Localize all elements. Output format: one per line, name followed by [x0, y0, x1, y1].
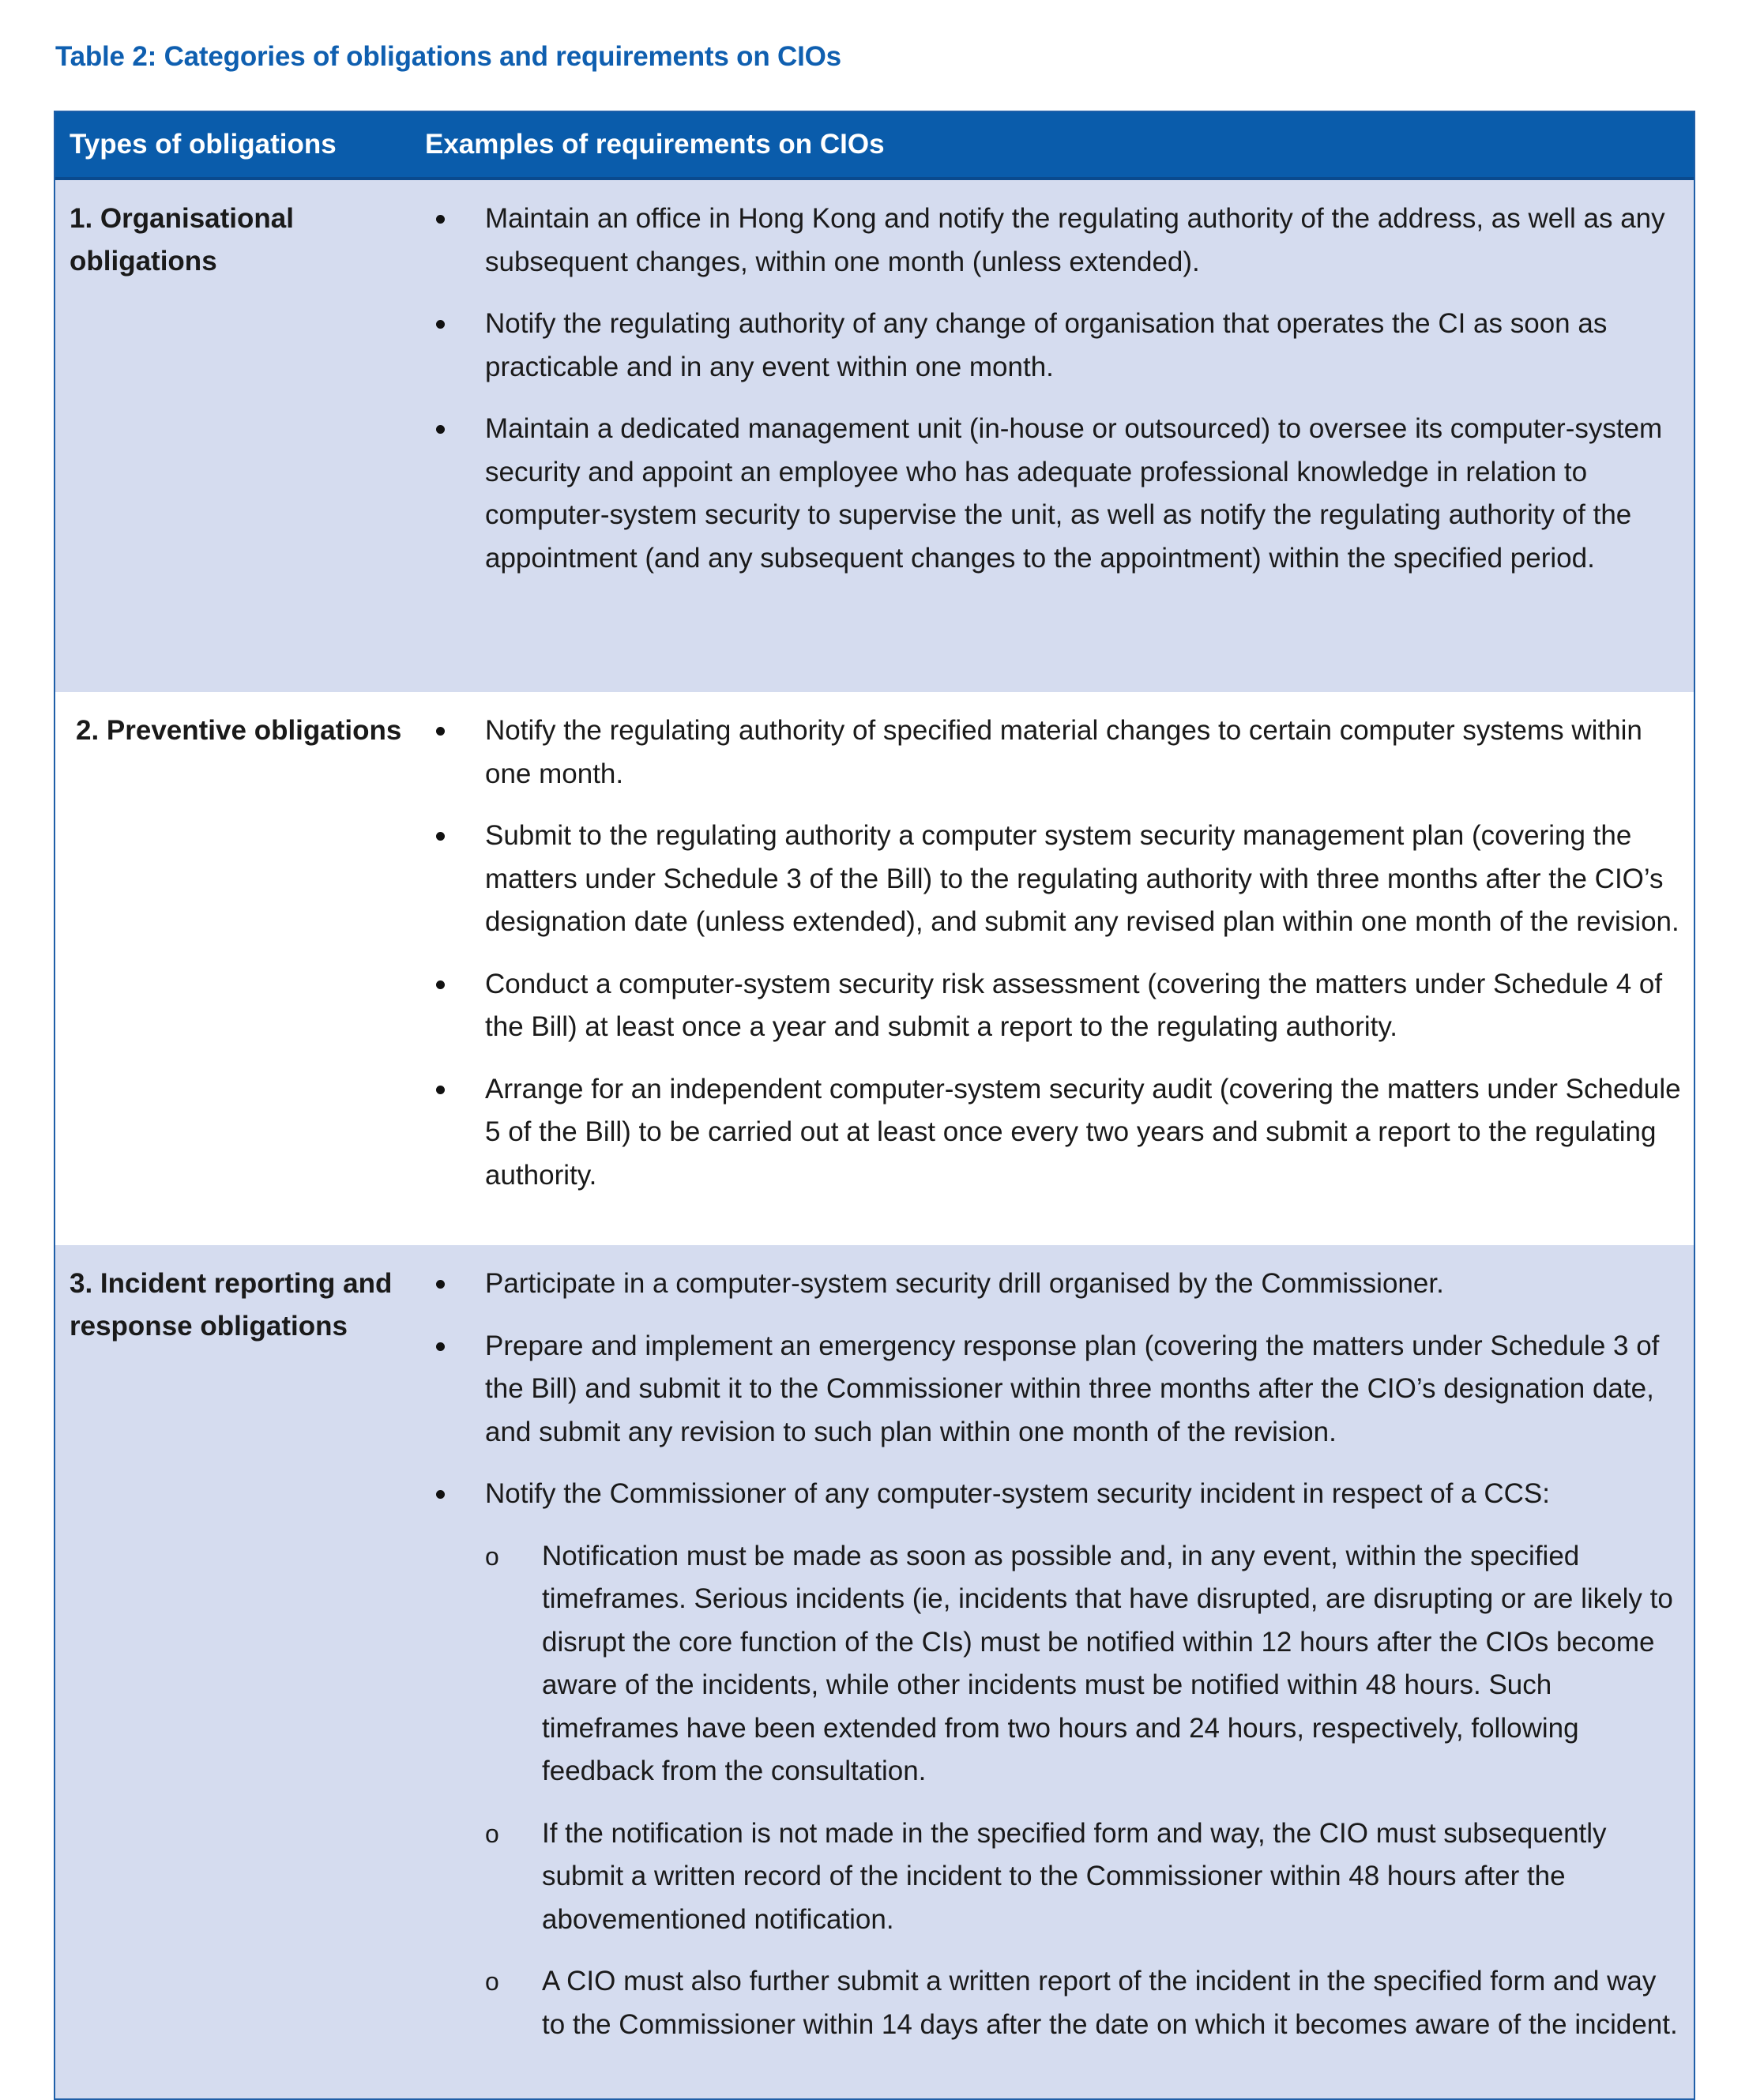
- bullet-icon: [425, 1325, 485, 1455]
- sub-list-item-text: A CIO must also further submit a written report of the incident in the specified form and way to the Commissioner within 14 days after the date on which it becomes aware of the incident.: [542, 1966, 1678, 2040]
- list-item-text: Notify the regulating authority of any change of organisation that operates the CI as soon as practicable and in any event within one month.: [485, 308, 1608, 382]
- list-item: [425, 198, 1681, 284]
- table-header-row: [55, 112, 1694, 180]
- sub-list-item: [425, 1812, 1681, 1942]
- bullet-icon: [425, 815, 485, 944]
- sub-list-item-text: Notification must be made as soon as possible and, in any event, within the specified timeframes. Serious incidents (ie, incidents that have disrupted, are disrupting or are likely to disrupt the core function of the CIs) must be notified within 12 hours after the CIOs become aware of the incidents, while other incidents must be notified within 48 hours. Such timeframes have been extended from two hours and 24 hours, respectively, following feedback from the consultation.: [542, 1540, 1673, 1786]
- list-item: [425, 709, 1681, 796]
- bullet-icon: [425, 1068, 485, 1198]
- list-item-text: Notify the regulating authority of specified material changes to certain computer systems within one month.: [485, 715, 1642, 789]
- sub-bullet-marker: o: [485, 1819, 499, 1848]
- list-item-text: Prepare and implement an emergency response plan (covering the matters under Schedule 3 of the Bill) and submit it to the Commissioner within three months after the CIO’s designation date, and submit any revision to such plan within one month of the revision.: [485, 1330, 1660, 1447]
- list-item-text: Participate in a computer-system security drill organised by the Commissioner.: [485, 1268, 1444, 1299]
- list-item: [425, 1325, 1681, 1455]
- list-item-text: Arrange for an independent computer-system security audit (covering the matters under Schedule 5 of the Bill) to be carried out at least once every two years and submit a report to the regulating authority.: [485, 1073, 1681, 1191]
- bullet-icon: [425, 303, 485, 389]
- bullet-icon: [425, 408, 485, 580]
- bullet-icon: [425, 1473, 485, 1516]
- list-item: [425, 408, 1681, 580]
- bullet-icon: [425, 1263, 485, 1306]
- requirements-cell: [425, 1245, 1694, 2098]
- table-row-incident-reporting: [55, 1245, 1694, 2098]
- obligation-type-cell: 1. Organisational obligations: [70, 203, 294, 277]
- list-item: [425, 815, 1681, 944]
- sub-list-item-text: If the notification is not made in the specified form and way, the CIO must subsequently submit a written record of the incident to the Commissioner within 48 hours after the abovementioned notification.: [542, 1817, 1607, 1935]
- sub-list-item: [425, 1960, 1681, 2046]
- requirements-cell: [425, 180, 1694, 692]
- table-row-preventive: [55, 692, 1694, 1245]
- header-examples-of-requirements: Examples of requirements on CIOs: [425, 129, 885, 160]
- list-item-text: Conduct a computer-system security risk assessment (covering the matters under Schedule 4 of the Bill) at least once a year and submit a report to the regulating authority.: [485, 968, 1663, 1042]
- list-item-text: Submit to the regulating authority a computer system security management plan (covering the matters under Schedule 3 of the Bill) to the regulating authority with three months after the CIO’s designation date (unless extended), and submit any revised plan within one month of the revision.: [485, 820, 1679, 937]
- obligation-type-cell: 2. Preventive obligations: [76, 715, 402, 746]
- requirements-cell: [425, 692, 1694, 1245]
- list-item: [425, 963, 1681, 1049]
- sub-bullet-marker: o: [485, 1541, 499, 1571]
- table-caption: Table 2: Categories of obligations and requirements on CIOs: [55, 41, 841, 72]
- list-item: [425, 303, 1681, 389]
- header-types-of-obligations: Types of obligations: [70, 129, 337, 160]
- obligations-table: [54, 111, 1695, 2100]
- list-item: [425, 1473, 1681, 1516]
- list-item: [425, 1068, 1681, 1198]
- bullet-icon: [425, 963, 485, 1049]
- list-item-text: Notify the Commissioner of any computer-system security incident in respect of a CCS:: [485, 1478, 1550, 1509]
- table-row-organisational: [55, 180, 1694, 692]
- bullet-icon: [425, 198, 485, 284]
- bullet-icon: [425, 709, 485, 796]
- sub-list-item: [425, 1535, 1681, 1793]
- list-item-text: Maintain an office in Hong Kong and notify the regulating authority of the address, as well as any subsequent changes, within one month (unless extended).: [485, 203, 1665, 277]
- list-item: [425, 1263, 1681, 1306]
- obligation-type-cell: 3. Incident reporting and response obligations: [70, 1268, 393, 1342]
- sub-bullet-marker: o: [485, 1967, 499, 1996]
- list-item-text: Maintain a dedicated management unit (in-house or outsourced) to oversee its computer-system security and appoint an employee who has adequate professional knowledge in relation to computer-system security to supervise the unit, as well as notify the regulating authority of the appointment (and any subsequent changes to the appointment) within the specified period.: [485, 413, 1663, 574]
